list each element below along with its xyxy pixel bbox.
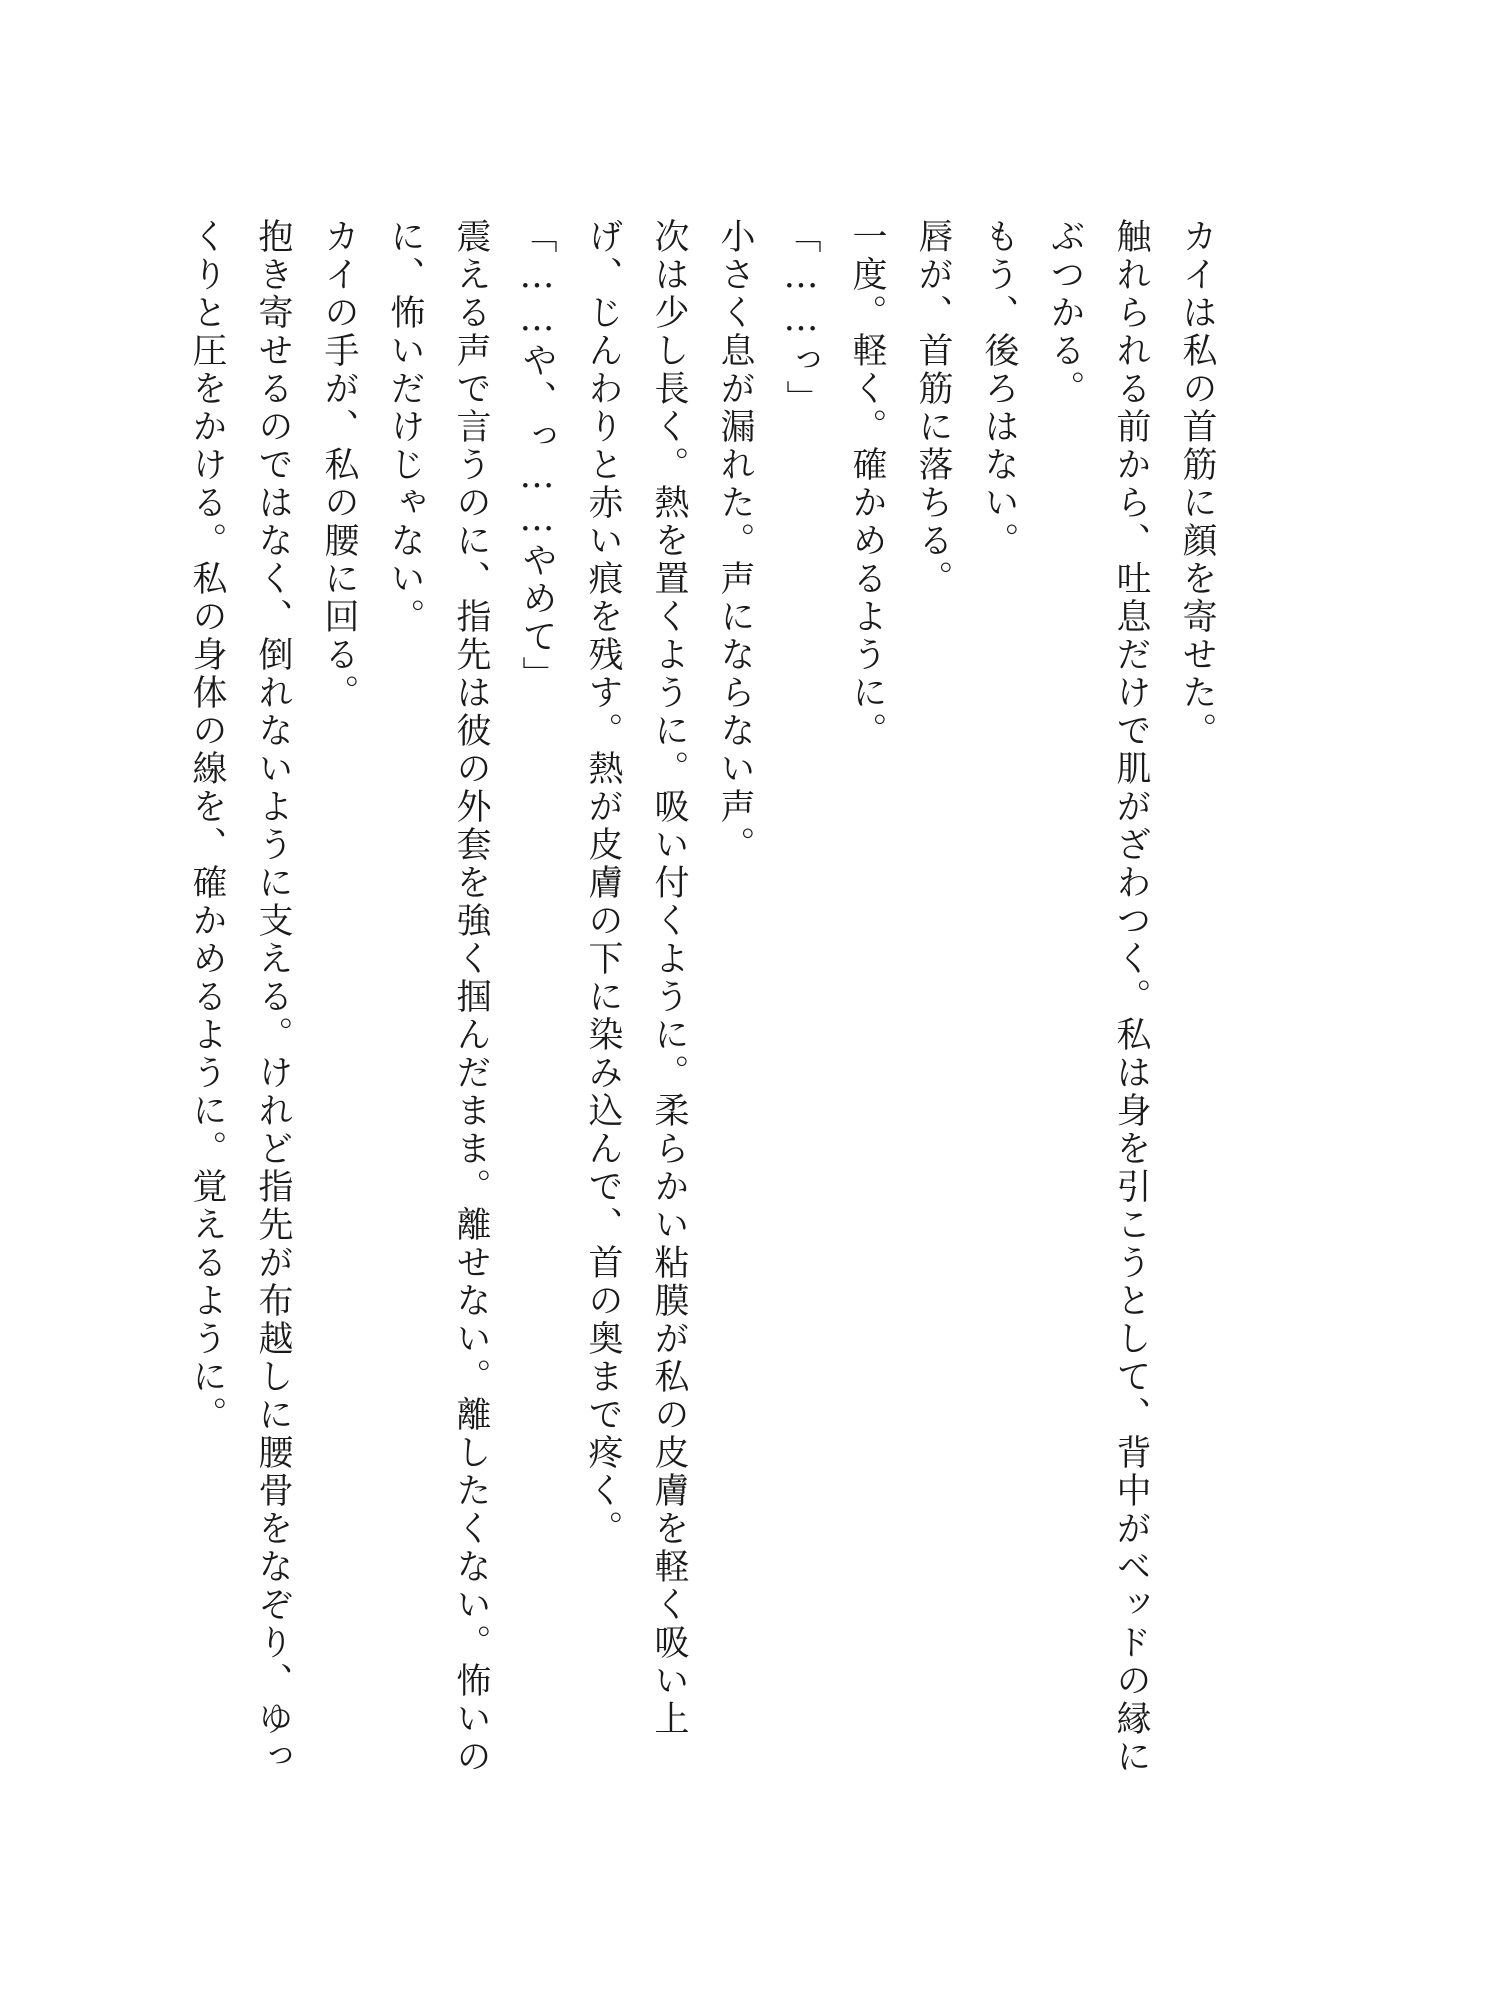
dialogue-line-2: 「……や、っ……やめて」 [517,218,557,694]
text-line-7: 次は少し長く。熱を置くように。吸い付くように。柔らかい粘膜が私の皮膚を軽く吸い上げ、じんわりと赤い痕を残す。熱が皮膚の下に染み込んで、首の奥まで疼く。 [583,218,689,1738]
text-line-1: カイは私の首筋に顔を寄せた。 [1177,218,1217,750]
text-line-9: カイの手が、私の腰に回る。 [319,218,359,712]
text-line-8: 震える声で言うのに、指先は彼の外套を強く掴んだまま。離せない。離したくない。怖いのに、怖いだけじゃない。 [385,218,491,1776]
text-line-5: 一度。軽く。確かめるように。 [847,218,887,750]
novel-text-body [174,218,1230,1788]
text-line-2: 触れられる前から、吐息だけで肌がざわつく。私は身を引こうとして、背中がベッドの縁にぶつかる。 [1045,218,1151,1776]
text-line-3: もう、後ろはない。 [979,218,1019,560]
text-line-10: 抱き寄せるのではなく、倒れないように支える。けれど指先が布越しに腰骨をなぞり、ゆっくりと圧をかける。私の身体の線を、確かめるように。覚えるように。 [187,218,293,1776]
text-line-6: 小さく息が漏れた。声にならない声。 [715,218,755,864]
dialogue-line-1: 「……っ」 [781,218,821,418]
text-line-4: 唇が、首筋に落ちる。 [913,218,953,598]
